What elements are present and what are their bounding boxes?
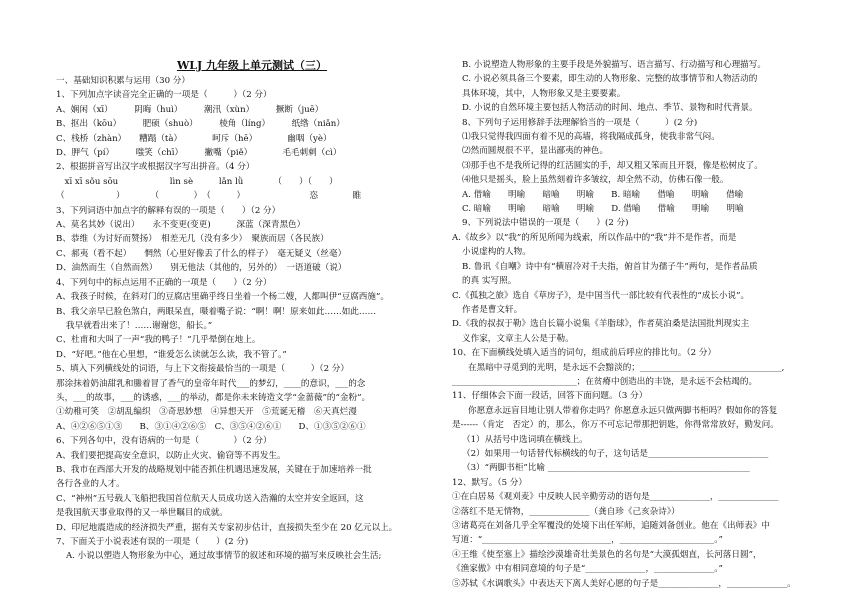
text-line: B、我父亲早已脸色煞白，两眼呆直，嗫着嘴子说：“啊！啊！原来如此……如此…… — [56, 306, 377, 317]
text-line: B、恭维（为讨好而赞扬） 相差无几（没有多少） 聚族而居（各民族） — [56, 234, 329, 245]
text-line: （3）“两脚书柜”比喻 _______________________________________________ — [462, 463, 750, 474]
text-line: 1、下列加点字读音完全正确的一项是（ ）（2 分） — [56, 90, 272, 101]
text-line: C. 小说必须具备三个要素，即生动的人物形象、完整的故事情节和人物活动的 — [462, 74, 758, 85]
text-line: A、我孩子时候，在斜对门的豆腐店里确乎终日坐着一个杨二嫂，人都叫伊“豆腐西施”。 — [56, 292, 389, 303]
text-line: 是我国航天事业取得的又一举世瞩目的成就。 — [56, 508, 228, 519]
text-line: D、胛气（pí） 嗤笑（chī） 撇嘴（piě） 毛毛刺刺（cì） — [56, 148, 342, 159]
text-line: C. 暗喻 明喻 暗喻 明喻 D. 借喻 借喻 明喻 明喻 — [462, 204, 744, 215]
text-line: ⑶那手也不是我所记得的红活圆实的手，却又粗又笨而且开裂，像是松树皮了。 — [462, 160, 763, 171]
text-line: ①幼稚可笑 ②胡乱编织 ③奇思妙想 ④异想天开 ⑤荒诞无稽 ⑥天真烂漫 — [56, 407, 357, 418]
text-line: B. 小说塑造人物形象的主要手段是外貌描写、语言描写、行动描写和心理描写。 — [462, 60, 766, 70]
text-line: xī xī sǒu sōu lìn sè lǎn lǜ （ ）（ ） — [56, 176, 338, 187]
text-line: 9、下列说法中错误的一项是（ ）(2 分) — [462, 218, 629, 229]
text-line: A、娴闲（xī） 阴晦（huì） 潮汛（xùn） 撅断（juē） — [56, 104, 324, 115]
text-line: A、莫名其妙（说出） 永不变更(变更) 深蓝（深青黑色） — [56, 220, 306, 231]
text-line: C、“神州”五号载人飞船把我国首位航天人员成功送入浩瀚的太空并安全返回，这 — [56, 493, 364, 504]
left-column — [56, 0, 448, 564]
text-line: ②落红不是无情物，______________（龚自珍《己亥杂诗》） — [452, 506, 680, 517]
text-line: 义作家，文章主人公是于勒。 — [462, 333, 574, 344]
text-line: ⑴我只觉得我四面有着不见的高墙，将我隔成孤身，使我非常气闷。 — [462, 132, 720, 143]
text-line: 12、默写。（5 分） — [452, 477, 527, 488]
text-line: D. 小说的自然环境主要包括人物活动的时间、地点、季节、景物和时代背景。 — [462, 103, 758, 114]
text-line: ⑵然而圆规很不平，显出鄙夷的神色。 — [462, 146, 609, 157]
text-line: 5、填入下列横线处的词语，与上下文衔接最恰当的一项是（ ）（2 分） — [56, 364, 349, 375]
text-line: 8、下列句子运用修辞手法理解恰当的一项是（ ）(2 分) — [462, 117, 698, 128]
text-line: B、抠出（kōu） 肥硕（shuò） 棱角（líng） 纸绺（niǎn） — [56, 119, 345, 130]
text-line: B. 鲁讯《自嘲》诗中有“横眉冷对千夫指，俯首甘为孺子牛”两句，是作者品质 — [462, 261, 758, 272]
text-line: D.《我的叔叔于勒》选自长篇小说集《羊脂球》，作者莫泊桑是法国批判现实主 — [452, 319, 750, 330]
text-line: C、栈桥（zhàn） 糟蹋（tà） 呵斥（hē） 幽咽（yè） — [56, 133, 332, 144]
text-line: D、“好吧。”他在心里想，“谁爱怎么读就怎么读，我不管了。” — [56, 349, 287, 360]
text-line: 2、根据拼音写出汉字或根据汉字写出拼音。（4 分） — [56, 162, 255, 173]
right-column — [452, 0, 808, 591]
text-line: 在黑暗中寻觅到的光明，是永远不会黯淡的；_________________________________, — [468, 362, 785, 373]
text-line: B、我市在西部大开发的战略规划中能否抓住机遇迅速发展，关键在于加速培养一批 — [56, 464, 372, 475]
text-line: 具体环境，其中，人物形象又是主要要素。 — [462, 88, 626, 99]
text-line: A. 小说以塑造人物形象为中心，通过故事情节的叙述和环境的描写来反映社会生活; — [66, 551, 382, 562]
text-line: 一、基础知识积累与运用（30 分） — [56, 76, 190, 86]
text-line: A.《故乡》以“我”的所见所闻为线索，所以作品中的“我”并不是作者，而是 — [452, 232, 737, 243]
text-line: 那涂抹着奶油甜乳和縢着冒了香气的皇帝年时代___的梦幻，____的意识，___的念 — [56, 378, 366, 389]
text-line: （ ） （ ） （ ） 恣 睢 — [56, 191, 362, 202]
text-line: D、印尼地震造成的经济损失严重，据有关专家初步估计，直接损失至少在 20 亿元以上。 — [56, 522, 398, 533]
text-line: 11、仔细体会下面一段话，回答下面问题。（3 分） — [452, 391, 648, 402]
text-line: 你愿意永远盲目地让别人带着你走吗？你愿意永远只做两脚书柜吗？假如你的答复 — [468, 405, 778, 416]
text-line: A. 借喻 明喻 暗喻 明喻 B. 暗喻 借喻 明喻 借喻 — [462, 189, 744, 200]
text-line: 写道：“______________________________，______________________。” — [452, 535, 723, 546]
text-line: （2）如果用一句话替代标横线的句子，这句话是____________________________ — [462, 448, 769, 459]
text-line: ①在白居易《观刈麦》中反映人民辛勤劳动的语句是______________，______________ — [452, 492, 779, 503]
text-line: 头，___的故事，___的诱惑，___的举动，都是你未来铸造文学“金蔷薇”的“金粉”。 — [56, 392, 371, 403]
text-line: ④王维《使至塞上》描绘沙漠雄奇壮美景色的名句是“大漠孤烟直，长河落日圆”， — [452, 549, 762, 560]
text-line: D、油然而生（自然而然） 别无他法（其他的，另外的） 一语道破（说） — [56, 263, 347, 274]
text-line: 6、下列各句中，没有语病的一句是（ ）（2 分） — [56, 436, 272, 447]
text-line: ⑤苏轼《水调歌头》中表达天下离人美好心愿的句子是______________，______________。 — [452, 578, 796, 589]
text-line: ⑷他只是摇头，脸上虽然刻着许多皱纹，却全然不动，仿佛石像一般。 — [462, 175, 729, 186]
right-lines-block — [452, 58, 808, 591]
text-line: 10、在下面横线处填入适当的词句，组成前后呼应的排比句。（2 分） — [452, 348, 717, 359]
text-line: 小说虚构的人物。 — [462, 247, 531, 258]
text-line: 3、下列词语中加点字的解释有误的一项是（ ）（2 分） — [56, 205, 281, 216]
text-line: C.《孤独之旅》选自《草房子》，是中国当代一部比较有代表性的“成长小说”。 — [452, 290, 750, 301]
text-line: _____________________________；在贫瘠中创造出的丰饶，是永远不会枯竭的。 — [452, 376, 758, 387]
text-line: 7、下面关于小说表述有误的一项是（ ）(2 分) — [56, 537, 249, 547]
text-line: （1）从括号中选词填在横线上。 — [462, 434, 588, 445]
text-line: 我早就看出来了！……谢谢您，船长。” — [66, 320, 213, 331]
text-line: 是------（肯定 否定）的，那么，你万不可忘记带那把钥匙，你得常常放好，勤发问。 — [452, 420, 779, 431]
text-line: A、④②⑥⑤①③ B、③①④②⑥⑤ C、③⑤④②⑥① D、①③⑤②⑥① — [56, 421, 366, 432]
left-lines-block — [56, 74, 448, 564]
text-line: C、郝夷（看不起） 惘然（心里好像丢了什么的样子） 毫无疑义（丝毫） — [56, 248, 347, 259]
text-line: ③诸葛亮在刘备几乎全军覆没的处境下出任军师，追随刘备创业。他在《出师表》中 — [452, 521, 770, 531]
text-line: 各行各业的人才。 — [56, 479, 125, 490]
page-title: WLJ 九年级上单元测试（三） — [176, 59, 328, 72]
text-line: 《渔家傲》中有相同意境的句子是“______________，______________。” — [452, 564, 723, 575]
text-line: 4、下列句中的标点运用不正确的一项是（ ）（2 分） — [56, 277, 272, 288]
text-line: 作者是曹文轩。 — [462, 304, 523, 315]
text-line: 的真 实写照。 — [462, 276, 517, 287]
text-line: A、我们要把提高安全意识，以防止火灾、偷窃等不再发生。 — [56, 450, 286, 461]
text-line: C、杜甫和大叫了一声“我的鸭子！”几乎晕倒在地上。 — [56, 335, 261, 346]
